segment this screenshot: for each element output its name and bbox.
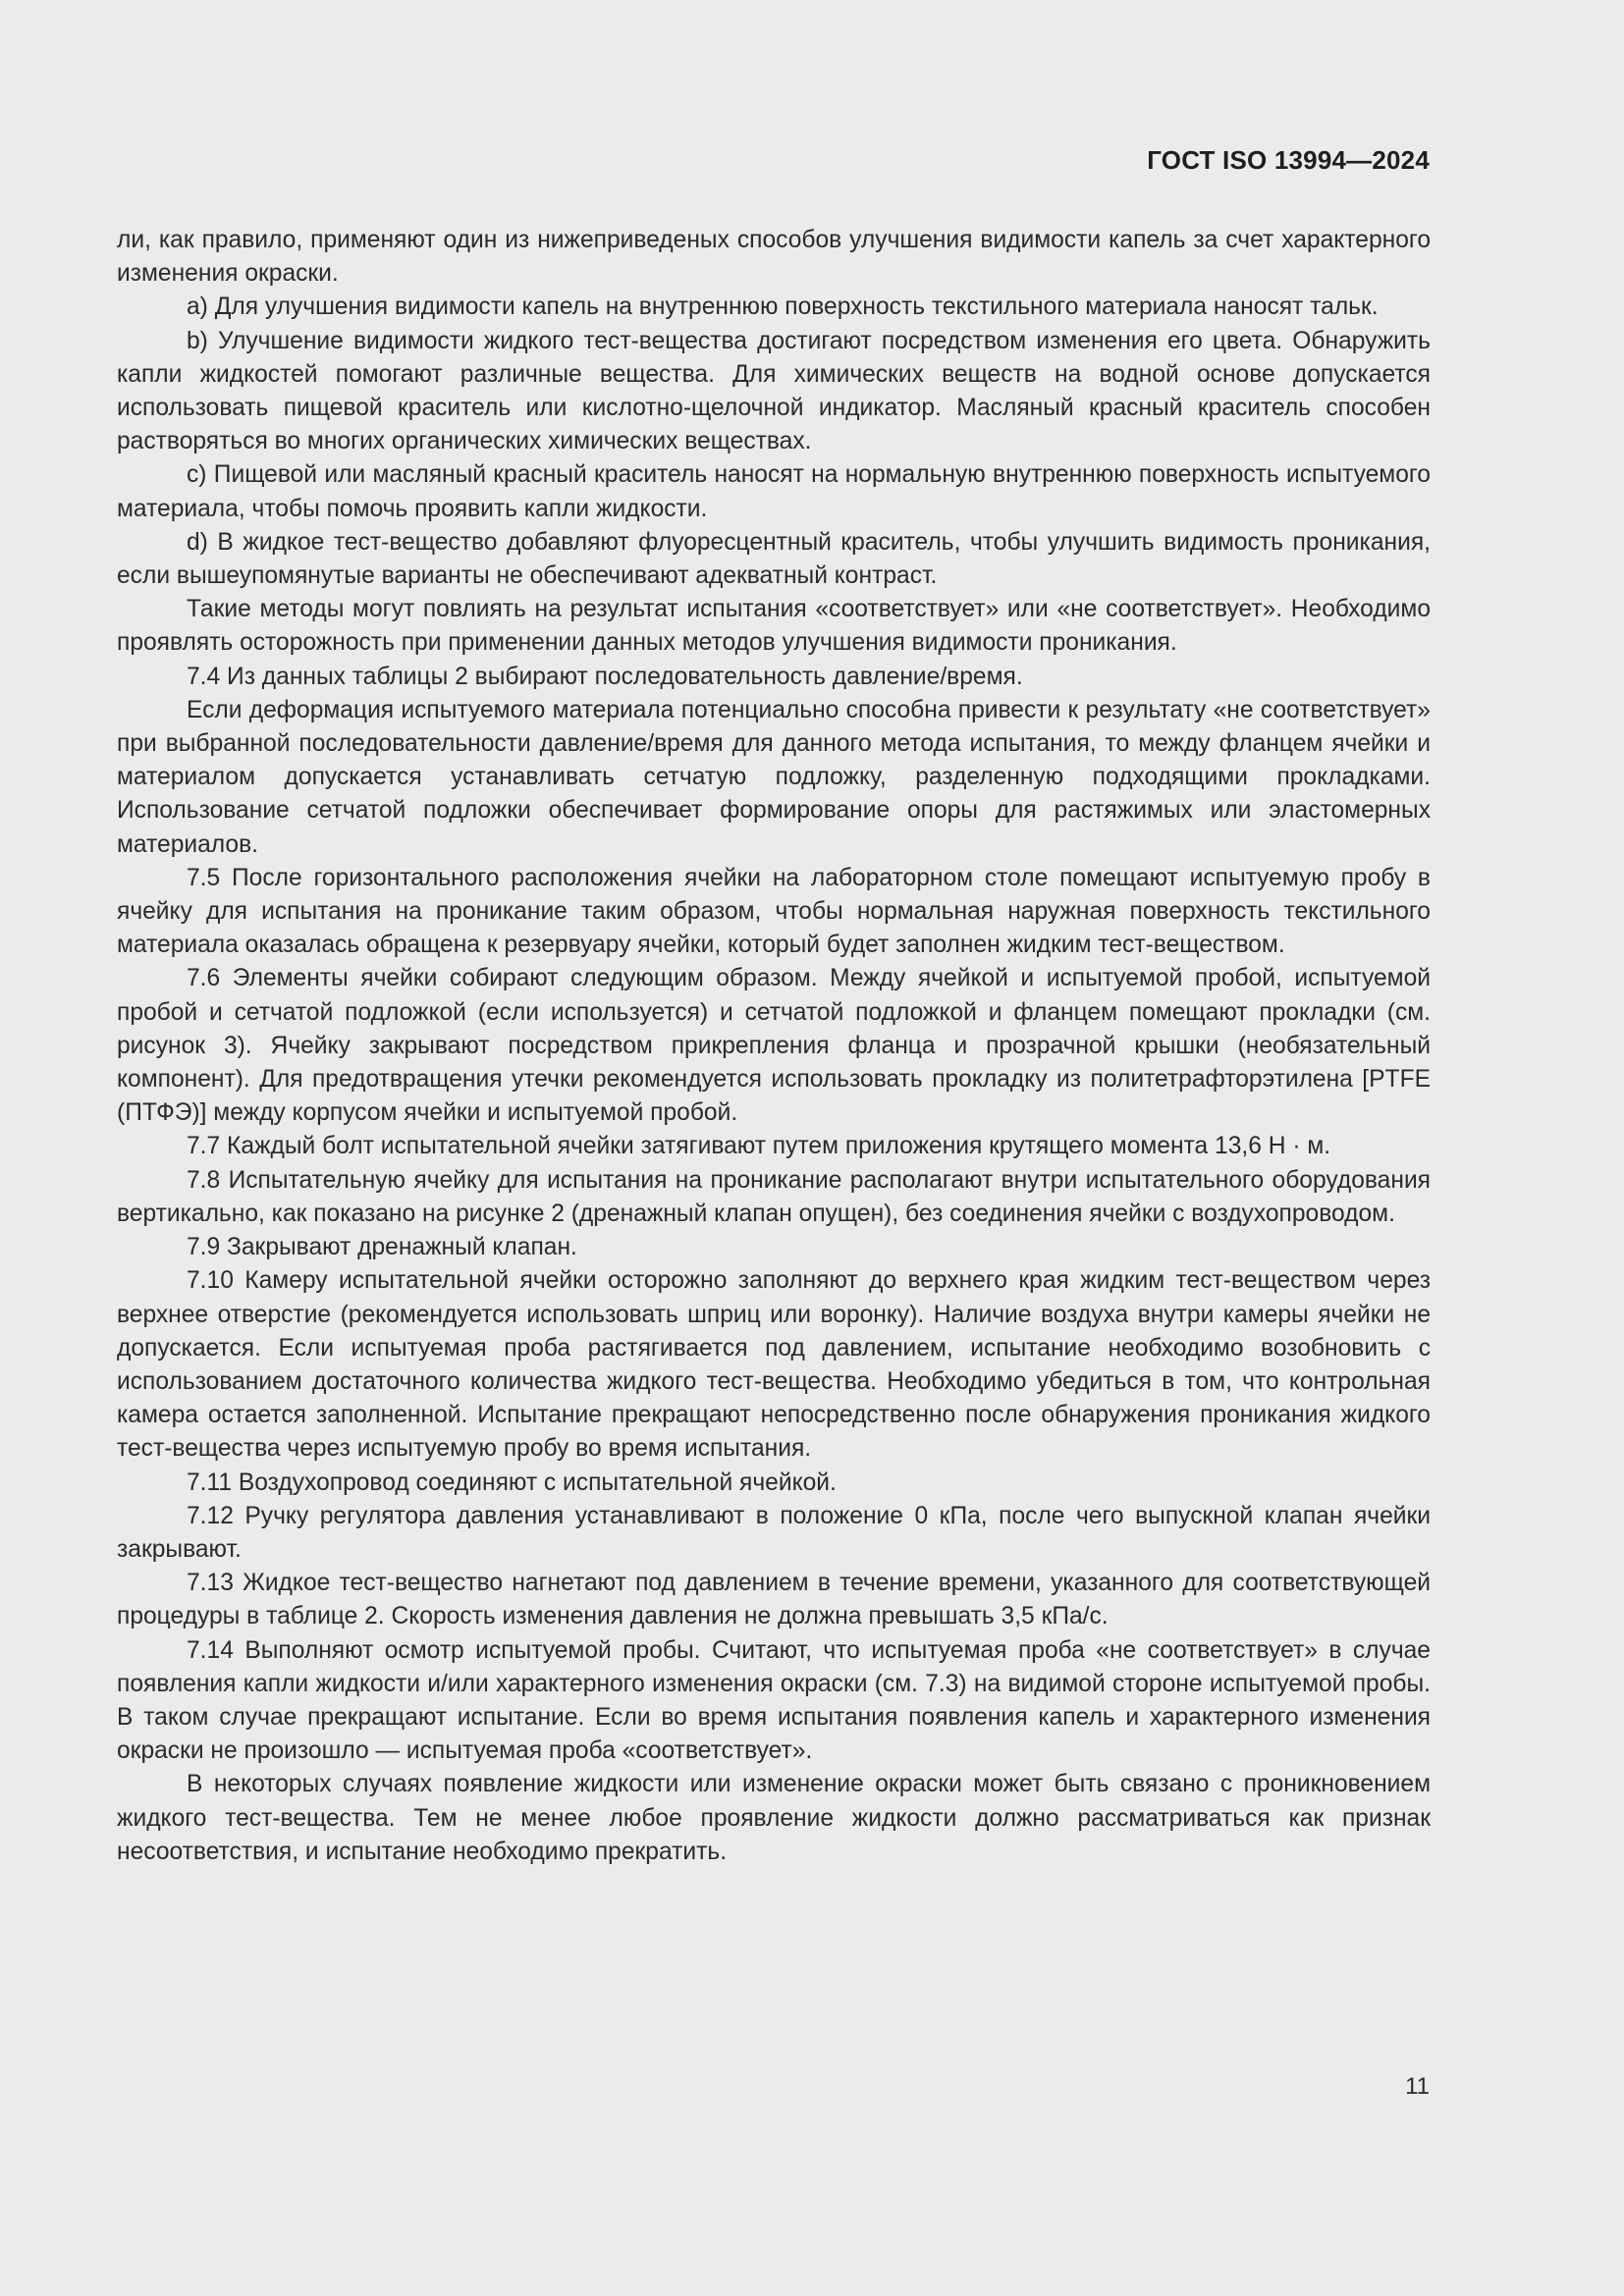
paragraph-7-13: 7.13 Жидкое тест-вещество нагнетают под давлением в течение времени, указанного для соответствующей процедуры в таблице 2. Скорость изменения давления не должна превышать 3,5 кПа/с. (117, 1570, 1431, 1630)
paragraph-7-5: 7.5 После горизонтального расположения ячейки на лабораторном столе помещают испытуемую пробу в ячейку для испытания на проникание таким образом, чтобы нормальная наружная поверхность текстильного материала оказалась обращена к резервуару ячейки, который будет заполнен жидким тест-веществом. (117, 864, 1431, 959)
page-number: 11 (1405, 2073, 1430, 2100)
paragraph-7-12: 7.12 Ручку регулятора давления устанавливают в положение 0 кПа, после чего выпускной клапан ячейки закрывают. (117, 1502, 1431, 1563)
paragraph-methods-note: Такие методы могут повлиять на результат испытания «соответствует» или «не соответствует». Необходимо проявлять осторожность при применении данных методов улучшения видимости проникания. (117, 596, 1431, 657)
paragraph-7-11: 7.11 Воздухопровод соединяют с испытательной ячейкой. (187, 1468, 837, 1496)
paragraph-7-9: 7.9 Закрывают дренажный клапан. (187, 1234, 577, 1261)
document-code-header: ГОСТ ISO 13994—2024 (1147, 145, 1430, 175)
paragraph-7-10: 7.10 Камеру испытательной ячейки осторожно заполняют до верхнего края жидким тест-веществом через верхнее отверстие (рекомендуется использовать шприц или воронку). Наличие воздуха внутри камеры ячейки не допускается. Если испытуемая проба растягивается под давлением, испытание необходимо возобновить с использованием достаточного количества жидкого тест-вещества. Необходимо убедиться в том, что контрольная камера остается заполненной. Испытание прекращают непосредственно после обнаружения проникания жидкого тест-вещества через испытуемую пробу во время испытания. (117, 1267, 1431, 1463)
paragraph-7-14-note: В некоторых случаях появление жидкости или изменение окраски может быть связано с проникновением жидкого тест-вещества. Тем не менее любое проявление жидкости должно рассматриваться как признак несоответствия, и испытание необходимо прекратить. (117, 1771, 1431, 1865)
document-body (117, 224, 1431, 1869)
paragraph-item-b: b) Улучшение видимости жидкого тест-вещества достигают посредством изменения его цвета. Обнаружить капли жидкостей помогают различные вещества. Для химических веществ на водной основе допускается использовать пищевой краситель или кислотно-щелочной индикатор. Масляный красный краситель способен растворяться во многих органических химических веществах. (117, 327, 1431, 455)
paragraph-7-7: 7.7 Каждый болт испытательной ячейки затягивают путем приложения крутящего момента 13,6 Н · м. (187, 1133, 1331, 1160)
paragraph-7-4-mesh: Если деформация испытуемого материала потенциально способна привести к результату «не соответствует» при выбранной последовательности давление/время для данного метода испытания, то между фланцем ячейки и материалом допускается устанавливать сетчатую подложку, разделенную подходящими прокладками. Использование сетчатой подложки обеспечивает формирование опоры для растяжимых или эластомерных материалов. (117, 696, 1431, 858)
paragraph-item-c: c) Пищевой или масляный красный краситель наносят на нормальную внутреннюю поверхность испытуемого материала, чтобы помочь проявить капли жидкости. (117, 461, 1431, 522)
paragraph-item-a: a) Для улучшения видимости капель на внутреннюю поверхность текстильного материала наносят тальк. (187, 294, 1379, 321)
paragraph-7-4: 7.4 Из данных таблицы 2 выбирают последовательность давление/время. (187, 663, 1023, 690)
paragraph-7-14: 7.14 Выполняют осмотр испытуемой пробы. Считают, что испытуемая проба «не соответствует» в случае появления капли жидкости и/или характерного изменения окраски (см. 7.3) на видимой стороне испытуемой пробы. В таком случае прекращают испытание. Если во время испытания появления капель и характерного изменения окраски не произошло — испытуемая проба «соответствует». (117, 1636, 1431, 1765)
paragraph-continuation: ли, как правило, применяют один из нижеприведеных способов улучшения видимости капель за счет характерного изменения окраски. (117, 227, 1431, 288)
paragraph-7-8: 7.8 Испытательную ячейку для испытания на проникание располагают внутри испытательного оборудования вертикально, как показано на рисунке 2 (дренажный клапан опущен), без соединения ячейки с воздухопроводом. (117, 1166, 1431, 1227)
paragraph-7-6: 7.6 Элементы ячейки собирают следующим образом. Между ячейкой и испытуемой пробой, испытуемой пробой и сетчатой подложкой (если используется) и сетчатой подложкой и фланцем помещают прокладки (см. рисунок 3). Ячейку закрывают посредством прикрепления фланца и прозрачной крышки (необязательный компонент). Для предотвращения утечки рекомендуется использовать прокладку из политетрафторэтилена [PTFE (ПТФЭ)] между корпусом ячейки и испытуемой пробой. (117, 965, 1431, 1127)
paragraph-item-d: d) В жидкое тест-вещество добавляют флуоресцентный краситель, чтобы улучшить видимость проникания, если вышеупомянутые варианты не обеспечивают адекватный контраст. (117, 528, 1431, 590)
